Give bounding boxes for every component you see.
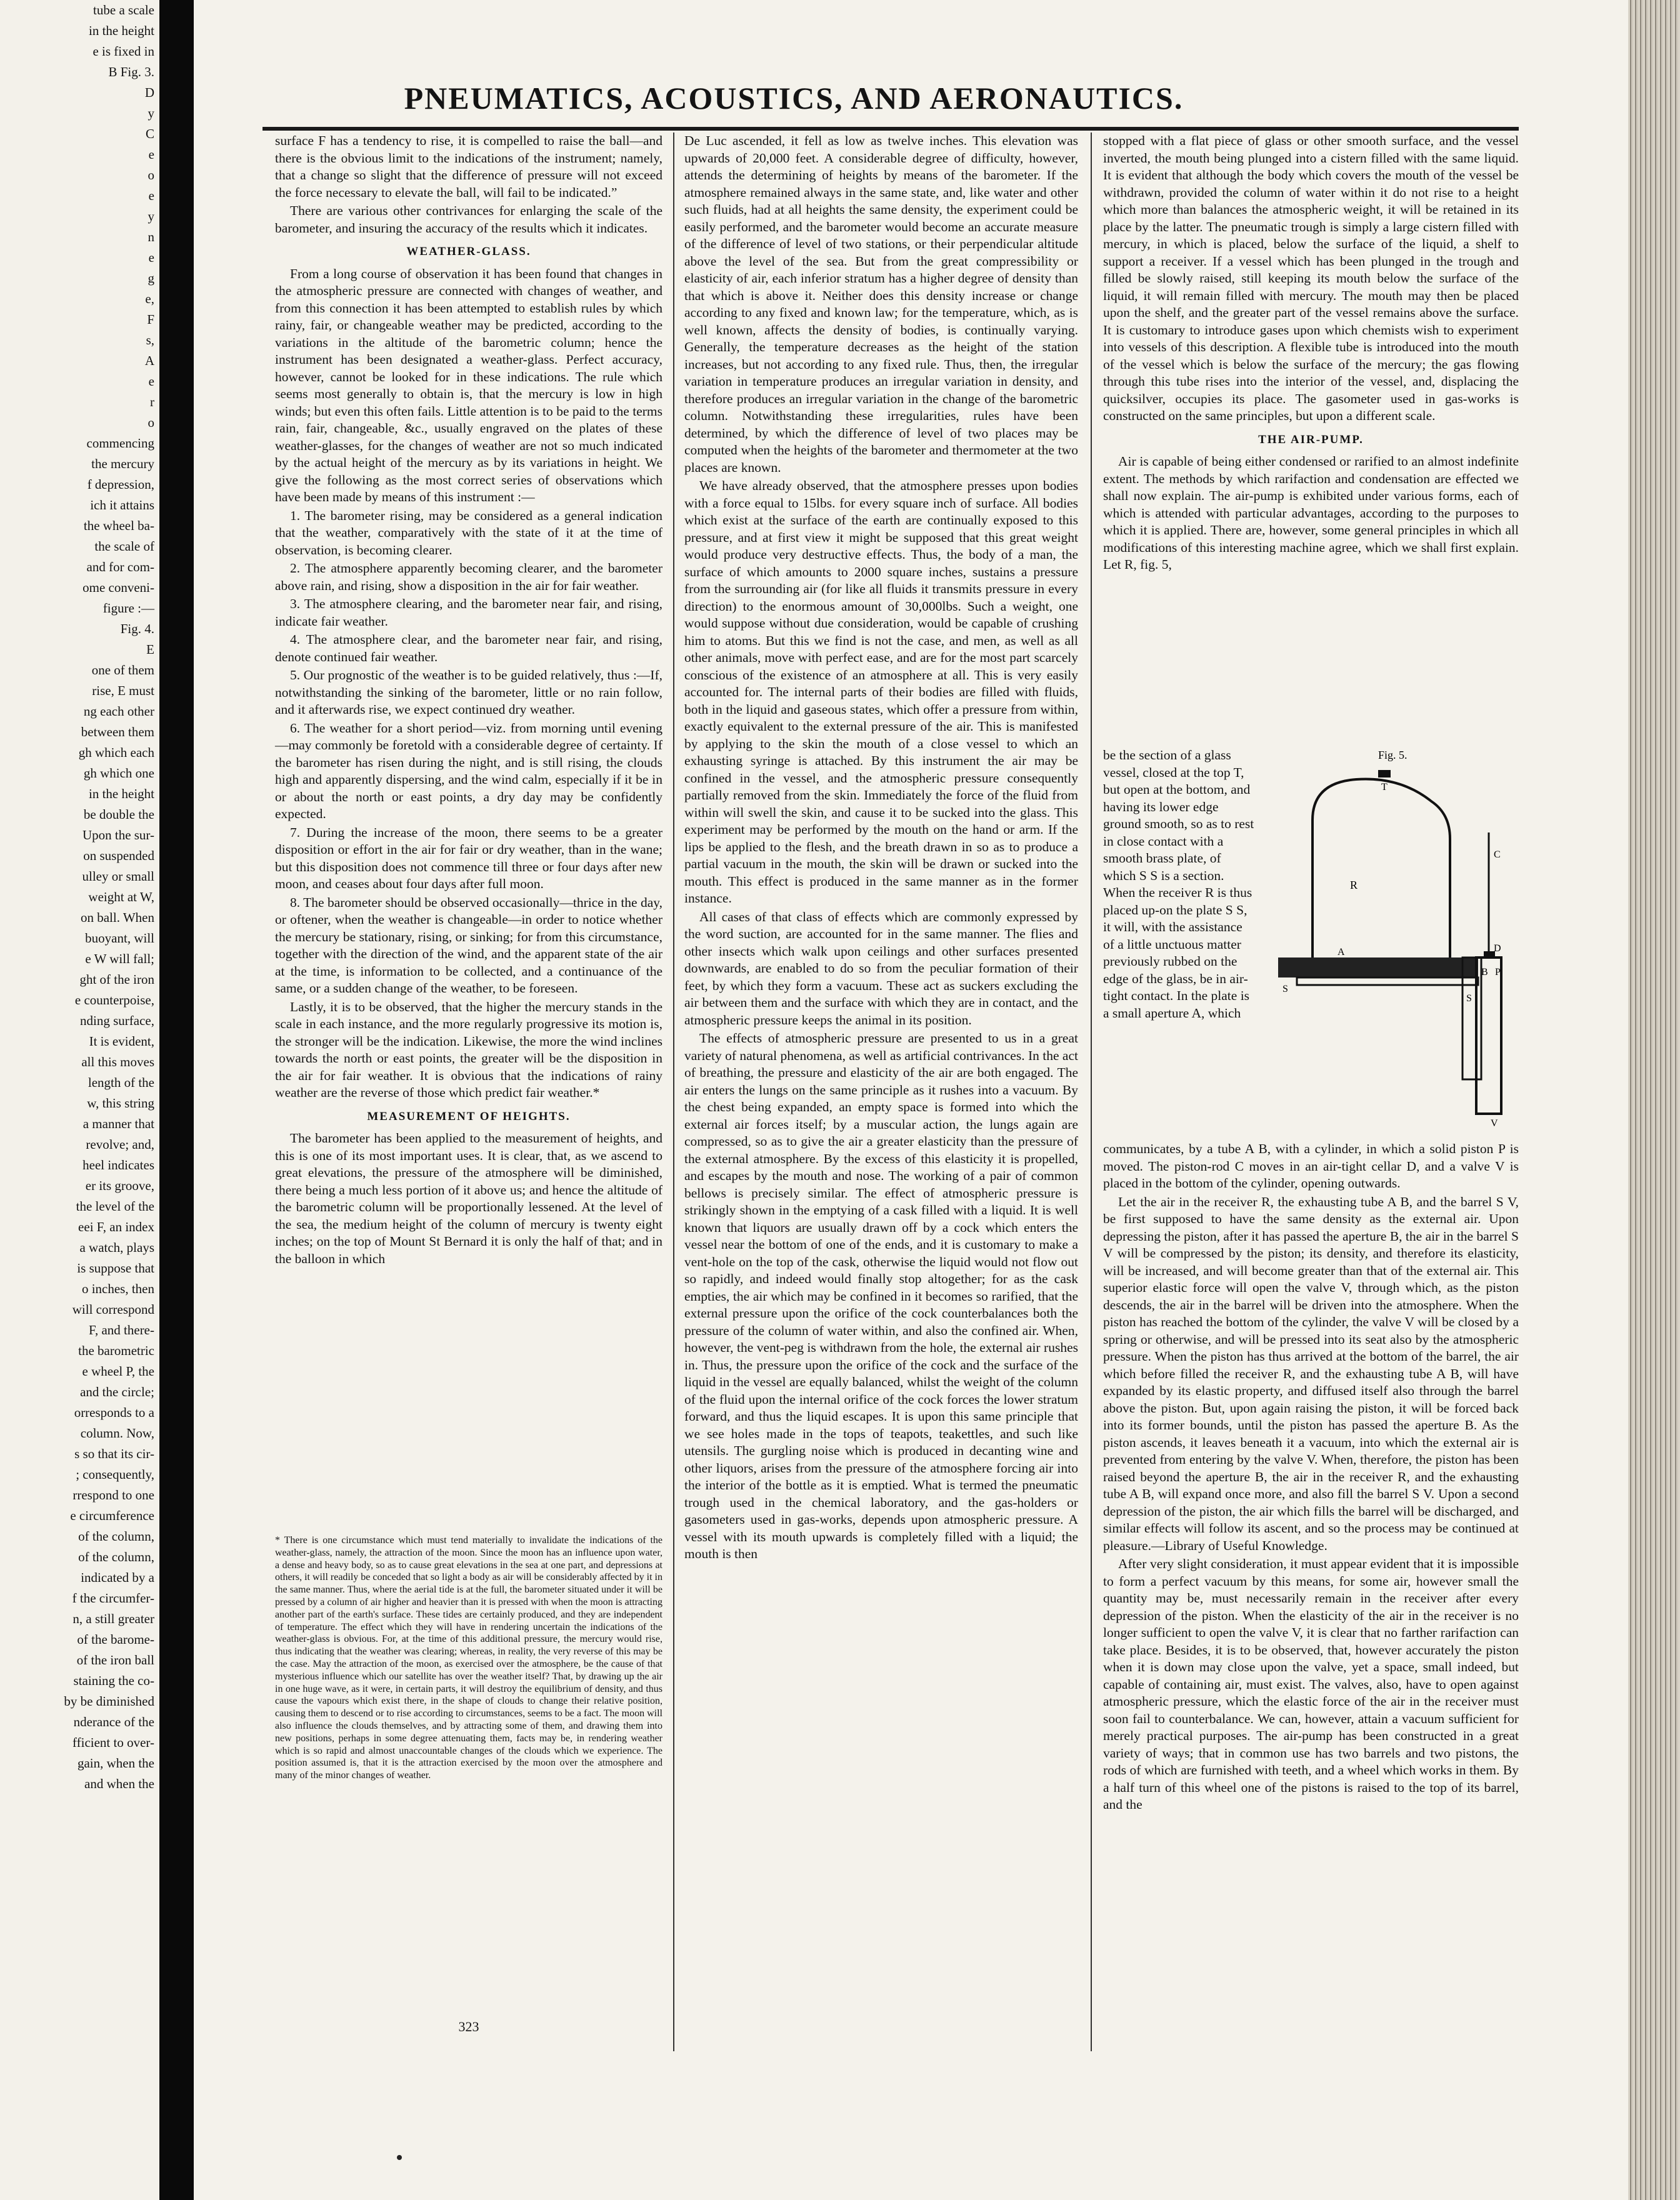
strip-line: rise, E must (92, 683, 154, 698)
figure-label: B (1481, 967, 1488, 978)
strip-line: o inches, then (81, 1281, 154, 1296)
strip-line: e, (145, 291, 154, 306)
strip-line: in the height (89, 786, 154, 801)
figure-label: D (1494, 943, 1501, 954)
paragraph: 3. The atmosphere clearing, and the barometer near fair, and rising, indicate fair weather. (275, 596, 662, 629)
strip-line: ght of the iron (79, 972, 154, 987)
paragraph: 8. The barometer should be observed occasionally—thrice in the day, or oftener, when the weather is changeable—in order to notice whether the mercury be stationary, rising, or sinking; for from this circumstance, together with the direction of the wind, and the apparent state of the air at the time, is information to be collected, and a continuance of the same, or a sudden change of the weather, to be foreseen. (275, 894, 662, 996)
strip-line: commencing (86, 436, 154, 451)
column-2 (684, 132, 1078, 1564)
figure-caption: Fig. 5. (1378, 749, 1408, 761)
paragraph: be the section of a glass vessel, closed at the top T, but open at the bottom, and having its lower edge ground smooth, so as to rest in close contact with a smooth brass plate, of which S S is a section. When the receiver R is thus placed up-on the plate S S, it will, with the assistance of a little unctuous matter previously rubbed on the edge of the glass, be in air-tight contact. In the plate is a small aperture A, which (1103, 748, 1254, 1021)
strip-line: Fig. 4. (120, 621, 154, 636)
strip-line: f the circumfer- (72, 1591, 154, 1606)
strip-line: the mercury (91, 456, 154, 471)
strip-line: e counterpoise, (74, 992, 154, 1008)
strip-line: e circumference (70, 1508, 154, 1523)
paragraph: 1. The barometer rising, may be considered as a general indication that the weather, comparatively with the state of it at the time of observation, is becoming clearer. (275, 508, 662, 558)
strip-line: buoyant, will (85, 931, 154, 946)
strip-line: e (148, 147, 154, 162)
strip-line: a watch, plays (79, 1240, 154, 1255)
strip-line: and for com- (86, 559, 154, 574)
strip-line: tube a scale (93, 2, 154, 18)
strip-line: Upon the sur- (82, 828, 154, 842)
strip-line: and when the (84, 1776, 154, 1791)
section-heading: MEASUREMENT OF HEIGHTS. (367, 1109, 571, 1123)
figure-label: S (1466, 993, 1472, 1004)
column-rule-2 (1091, 132, 1092, 2051)
figure-wrap-text (1103, 747, 1256, 1022)
paragraph: We have already observed, that the atmosphere presses upon bodies with a force equal to 15lbs. for every square inch of surface. All bodies which exist at the surface of the earth are continually exposed to this pressure, and at first view it might be supposed that this great weight would produce very destructive effects. Thus, the body of a man, the surface of which amounts to 2000 square inches, sustains a pressure from the surrounding air (for like all fluids it transmits pressure in every direction) to the enormous amount of 30,000lbs. Such a weight, one would suppose without due consideration, would be capable of crushing him to atoms. But this we find is not the case, and men, as well as all other animals, move with perfect ease, and are for the most part scarcely conscious of the existence of an atmosphere at all. This is very easily accounted for. The internal parts of their bodies are filled with fluids, both in the liquid and gaseous states, which offer a pressure from within, exactly equivalent to the external pressure of the air. This is manifested by applying to the skin the mouth of a close vessel to which an exhausting syringe is attached. By this instrument the air may be confined in the vessel, and the atmospheric pressure consequently partially removed from the skin. Immediately the force of the fluid from within will swell the skin, and cause it to be sucked into the glass. This experiment may be performed by the mouth on the hand or arm. If the lips be applied to the flesh, and the breath drawn in so as to produce a partial vacuum in the mouth, the skin will be drawn or sucked into the mouth. This effect is produced in the same manner as in the former instance. (684, 478, 1078, 906)
strip-line: e is fixed in (92, 44, 154, 59)
figure-label: C (1494, 849, 1501, 860)
strip-line: one of them (91, 662, 154, 678)
strip-line: ome conveni- (82, 580, 154, 595)
strip-line: weight at W, (88, 889, 154, 904)
strip-line: e (148, 250, 154, 265)
figure-label: R (1350, 879, 1358, 891)
head-rule (262, 127, 1519, 131)
strip-line: heel indicates (82, 1158, 154, 1172)
strip-line: nderance of the (73, 1714, 154, 1729)
strip-line: eei F, an index (78, 1219, 154, 1234)
strip-line: a manner that (82, 1116, 154, 1131)
strip-line: F, and there- (88, 1322, 154, 1338)
strip-line: between them (81, 724, 154, 739)
strip-line: of the barome- (77, 1632, 154, 1647)
strip-line: e W will fall; (85, 951, 154, 966)
figure-label: T (1381, 782, 1388, 792)
footnote-text: * There is one circumstance which must tend materially to invalidate the indications of the weather-glass, namely, the attraction of the moon. Since the moon has an influence upon water, a dense and heavy body, so as to cause great elevations in the sea at one part, and depressions at others, it will readily be conceded that so light a body as air will be considerably affected by it in the same manner. Thus, where the aerial tide is at the full, the barometer situated under it will be pressed by a column of air higher and heavier than it is pressed with when the moon is attracting another part of the earth's surface. These tides are certainly produced, and they are independent of temperature. The effect which they will have in rendering uncertain the indications of the weather-glass is obvious. For, at the time of this additional pressure, the mercury would rise, thus indicating that the weather was clearing; whereas, in reality, the very reverse of this may be the case. May the attraction of the moon, as exercised over the atmosphere, be the cause of that mysterious influence which our satellite has over the weather itself? That, by drawing up the air in one huge wave, as it were, in certain parts, it will destroy the equilibrium of density, and thus cause the vapours which exist there, in the shape of clouds to change their relative position, causing them to descend or to rise according to circumstances, seems to be a fact. The moon will also influence the clouds themselves, and by attracting some of them, and drawing them into new positions, perhaps in some degree attenuating them, facts may be, in rendering weather which is so rapid and almost unaccountable changes of the clouds which we experience. The position assumed is, that it is the attraction exercised by the moon over the atmosphere and many of the minor changes of weather. (275, 1535, 662, 1781)
strip-line: gh which one (83, 766, 154, 781)
strip-line: e (148, 374, 154, 389)
adjacent-page-fragment (0, 0, 159, 2200)
air-pump-figure (1275, 745, 1522, 1132)
paragraph: The barometer has been applied to the measurement of heights, and this is one of its most important uses. It is clear, that, as we ascend to great elevations, the pressure of the atmosphere will be diminished, there being a much less portion of it above us; and hence the altitude of the barometric column will be proportionally lessened. At the level of the sea, the medium height of the column of mercury is twenty eight inches; on the top of Mount St Bernard it is only the half of that; and in the balloon in which (275, 1131, 662, 1266)
strip-line: o (148, 415, 154, 430)
strip-line: fficient to over- (72, 1735, 154, 1750)
strip-line: the level of the (76, 1199, 154, 1214)
strip-line: revolve; and, (86, 1137, 154, 1152)
strip-line: the scale of (94, 539, 154, 554)
strip-line: of the column, (78, 1529, 154, 1544)
strip-line: the barometric (78, 1343, 154, 1358)
page-edges (1628, 0, 1680, 2200)
section-heading: THE AIR-PUMP. (1258, 432, 1364, 446)
strip-line: n (148, 229, 154, 244)
figure-label: P (1495, 967, 1501, 978)
strip-line: E (146, 642, 154, 657)
paragraph: surface F has a tendency to rise, it is compelled to raise the ball—and there is the obvious limit to the indications of the instrument; namely, that a change so slight that the difference of pressure will not exceed the force necessary to elevate the ball, will fail to be indicated.” (275, 133, 662, 200)
strip-line: It is evident, (89, 1034, 154, 1049)
strip-line: and the circle; (80, 1384, 154, 1399)
strip-line: w, this string (87, 1096, 154, 1111)
column-rule-1 (673, 132, 674, 2051)
book-gutter (159, 0, 194, 2200)
figure-label: A (1338, 947, 1345, 958)
strip-line: o (148, 168, 154, 182)
section-heading: WEATHER-GLASS. (406, 245, 531, 258)
strip-line: of the iron ball (76, 1652, 154, 1668)
strip-line: the wheel ba- (83, 518, 154, 533)
running-head: PNEUMATICS, ACOUSTICS, AND AERONAUTICS. (404, 81, 1184, 116)
column-1 (275, 132, 662, 1269)
figure-label: S (1282, 984, 1288, 994)
strip-line: figure :— (102, 601, 154, 616)
paragraph: There are various other contrivances for enlarging the scale of the barometer, and insuring the accuracy of the results which it indicates. (275, 203, 662, 236)
footnote (275, 1534, 662, 1782)
strip-line: e (148, 188, 154, 203)
paragraph: stopped with a flat piece of glass or other smooth surface, and the vessel inverted, the mouth being plunged into a cistern filled with the same liquid. It is evident that although the body which covers the mouth of the vessel be withdrawn, provided the column of water within it do not rise to a height which more than balances the atmospheric weight, it will be retained in its place by the latter. The pneumatic trough is simply a large cistern filled with mercury, in which is placed, below the surface of the liquid, a shelf to support a receiver. If a vessel which has been plunged in the trough and filled be slowly raised, still keeping its mouth below the surface of the liquid, it will remain filled with mercury. The mouth may then be placed upon the shelf, and the greater part of the vessel remains above the surface. It is customary to introduce gases upon which chemists wish to experiment into vessels of this description. A flexible tube is introduced into the mouth of the vessel which is below the surface of the mercury; the gas flowing through this tube rises into the interior of the vessel, and, displacing the quicksilver, occupies its place. The gasometer used in gas-works is constructed on the same principles, but upon a different scale. (1103, 133, 1519, 423)
strip-line: F (147, 312, 154, 327)
strip-line: all this moves (81, 1054, 154, 1069)
paragraph: communicates, by a tube A B, with a cylinder, in which a solid piston P is moved. The piston-rod C moves in an air-tight cellar D, and a valve V is placed in the bottom of the cylinder, opening outwards. (1103, 1141, 1519, 1191)
paragraph: Lastly, it is to be observed, that the higher the mercury stands in the scale in each instance, and the more regularly progressive its motion is, the stronger will be the indication. Likewise, the more the wind inclines towards the north or east points, the greater will be the disposition in the air for fair weather. It is obvious that the indications of rainy weather are the reverse of those which predict fair weather.* (275, 999, 662, 1100)
figure-label: V (1491, 1118, 1498, 1129)
strip-line: y (148, 106, 154, 121)
paragraph: 7. During the increase of the moon, there seems to be a greater disposition or effort in the air for fair or dry weather, than in the wane; but this disposition does not commence till three or four days after new moon, and ceases about four days after full moon. (275, 824, 662, 891)
strip-line: on ball. When (80, 910, 154, 925)
ink-speck (397, 2155, 402, 2160)
strip-line: D (144, 85, 154, 100)
strip-line: in the height (89, 23, 154, 38)
strip-line: length of the (88, 1075, 154, 1090)
strip-line: staining the co- (73, 1673, 154, 1688)
strip-line: nding surface, (80, 1013, 154, 1028)
strip-line: by be diminished (64, 1694, 154, 1709)
strip-line: indicated by a (81, 1570, 154, 1585)
page-number: 323 (458, 2019, 479, 2034)
strip-line: s, (146, 332, 154, 348)
strip-line: er its groove, (85, 1178, 154, 1193)
paragraph: 4. The atmosphere clear, and the barometer near fair, and rising, denote continued fair weather. (275, 632, 662, 664)
strip-line: C (145, 126, 154, 141)
strip-line: of the column, (78, 1549, 154, 1564)
paragraph: 5. Our prognostic of the weather is to be guided relatively, thus :—If, notwithstanding the sinking of the barometer, little or no rain follow, and it afterwards rise, we expect continued dry weather. (275, 668, 662, 717)
strip-line: y (148, 209, 154, 224)
strip-line: ; consequently, (76, 1467, 154, 1482)
strip-line: is suppose that (77, 1261, 154, 1276)
strip-line: e wheel P, the (82, 1364, 154, 1379)
strip-line: g (148, 271, 154, 286)
strip-line: n, a still greater (72, 1611, 154, 1626)
paragraph: Let the air in the receiver R, the exhausting tube A B, and the barrel S V, be first supposed to have the same density as the external air. Upon depressing the piston, after it has passed the aperture B, the air in the barrel S V will be compressed by the piston; its density, and therefore its elasticity, will be increased, and will become greater than that of the external air. This superior elastic force will open the valve V, through which, as the piston descends, the air in the barrel will be driven into the atmosphere. When the piston has reached the bottom of the cylinder, the valve V will be closed by a spring or otherwise, and will be pressed into its seat also by the atmospheric pressure. When the piston has thus arrived at the bottom of the barrel, the air which before filled the receiver R, and the exhausting tube A B, will have expanded by its elastic property, and diffused itself also through the barrel above the piston. But, upon again raising the piston, it will be forced back into its former bounds, until the piston has passed the aperture B. As the piston ascends, it leaves beneath it a vacuum, into which the external air is prevented from entering by the valve V. When, therefore, the piston has been raised beyond the aperture B, the air in the receiver R, and the exhausting tube A B, will expand once more, and also fill the barrel S V. Upon a second depression of the piston, the air which fills the barrel will be discharged, and similar effects will follow its ascent, and so the process may be continued at pleasure.—Library of Useful Knowledge. (1103, 1194, 1519, 1553)
paragraph: 2. The atmosphere apparently becoming clearer, and the barometer above rain, and rising, show a disposition in the air for fair weather. (275, 561, 662, 593)
strip-line: gain, when the (77, 1756, 154, 1771)
strip-line: f depression, (87, 477, 154, 492)
paragraph: All cases of that class of effects which are commonly expressed by the word suction, are accounted for in the same manner. The flies and other insects which walk upon ceilings and other surfaces presented downwards, are enabled to do so from the peculiar formation of their feet, by which they form a vacuum. These act as suckers excluding the air between them and the surface with which they are in contact, and the atmospheric pressure keeps the animal in its position. (684, 909, 1078, 1028)
strip-line: B Fig. 3. (108, 64, 154, 79)
paragraph: The effects of atmospheric pressure are presented to us in a great variety of natural phenomena, as well as artificial contrivances. In the act of breathing, the pressure and elasticity of the air are both engaged. The air enters the lungs on the same principle as it rushes into a vacuum. By the chest being expanded, an empty space is formed into which the external air forces itself; by a muscular action, the lungs again are compressed, so as to give the air a greater elasticity than the pressure of the external atmosphere. By the excess of this elasticity it is propelled, and escapes by the mouth and nose. The working of a pair of common bellows is precisely similar. The effect of atmospheric pressure is strikingly shown in the emptying of a cask filled with a liquid. It is well known that liquors are usually drawn off by a cock which enters the vessel near the bottom of one of the ends, and it is customary to make a vent-hole on the top of the cask, otherwise the liquid would not flow out so rapidly, and indeed would finally stop altogether; for as the cask empties, the air which may be confined in it becomes so rarified, that the external pressure upon the orifice of the cock counterbalances both the pressure of the column of water within, and also the confined air. When, however, the vent-peg is withdrawn from the hole, the external air rushes in. Thus, the pressure upon the orifice of the cock and the surface of the liquid in the vessel are equally balanced, whilst the weight of the column of the fluid upon the internal orifice of the cock forces the lower stratum forward, and thus the liquid escapes. It is upon this same principle that we see holes made in the tops of teapots, teakettles, and such like utensils. The gurgling noise which is produced in decanting wine and other liquors, arises from the pressure of the atmosphere forcing air into the interior of the bottle as it is emptied. What is termed the pneumatic trough used in the chemical laboratory, and the gas-holders or gasometers used in gas-works, depends upon atmospheric pressure. A vessel with its mouth upwards is completely filled with a liquid; the mouth is then (684, 1031, 1078, 1561)
paragraph: 6. The weather for a short period—viz. from morning until evening—may commonly be foretold with a considerable degree of certainty. If the barometer has risen during the night, and is still rising, the clouds high and apparently dispersing, and the wind calm, especially if it be in or about the north or east points, a dry day may be confidently expected. (275, 720, 662, 821)
strip-line: r (150, 394, 154, 409)
strip-line: ng each other (83, 704, 154, 719)
strip-line: ich it attains (90, 498, 154, 512)
column-3-continued (1103, 1141, 1519, 1815)
strip-line: gh which each (78, 745, 154, 760)
strip-line: ulley or small (82, 869, 154, 884)
strip-line: A (144, 353, 154, 368)
strip-line: on suspended (83, 848, 154, 863)
strip-line: orresponds to a (74, 1405, 154, 1420)
strip-line: be double the (83, 807, 154, 822)
paragraph: Air is capable of being either condensed or rarified to an almost indefinite extent. The methods by which rarifaction and condensation are effected we shall now explain. The air-pump is exhibited under various forms, each of which is attended with particular advantages, according to the purposes to which it is applied. There are, however, some general principles in which all modifications of this interesting machine agree, which we shall first explain. Let R, fig. 5, (1103, 454, 1519, 572)
column-3 (1103, 132, 1519, 745)
strip-line: s so that its cir- (74, 1446, 154, 1461)
paragraph: De Luc ascended, it fell as low as twelve inches. This elevation was upwards of 20,000 feet. A considerable degree of difficulty, however, attends the determining of heights by means of the barometer. If the atmosphere remained always in the same state, and, like water and other such fluids, had at all heights the same density, the experiment could be easily performed, and the barometer would become an accurate measure of the difference of level of two stations, or their perpendicular altitude above the level of the sea. But from the great compressibility or elasticity of air, each inferior stratum has a higher degree of density than that which is above it. Neither does this density increase or change according to any fixed and known law; for the temperature, which, as is well known, affects the density of bodies, is continually varying. Generally, the temperature decreases as the height of the station increases, but not according to any fixed rule. Thus, then, the irregular variation in temperature produces an irregular variation in density, and therefore produces an irregular variation in the change of the barometric column. Notwithstanding these irregularities, rules have been determined, by which the difference of level of two places may be computed when the heights of the barometer and thermometer at the two places are known. (684, 133, 1078, 475)
strip-line: will correspond (72, 1302, 154, 1317)
strip-line: rrespond to one (72, 1488, 154, 1502)
strip-line: column. Now, (80, 1426, 154, 1441)
paragraph: After very slight consideration, it must appear evident that it is impossible to form a perfect vacuum by this means, for some air, however small the quantity may be, must necessarily remain in the receiver after every depression of the piston. When the elasticity of the air in the receiver is no longer sufficient to open the valve V, it is clear that no farther rarifaction can take place. Besides, it is to be observed, that, however accurately the piston when it is down may close upon the valve, yet a space, small indeed, but capable of containing air, must exist. The valves, also, have to open against atmospheric pressure, which the elastic force of the air in the receiver must soon fail to counterbalance. We can, however, attain a vacuum sufficient for merely practical purposes. The air-pump has been constructed in a great variety of ways; that in common use has two barrels and two pistons, the rods of which are furnished with teeth, and a wheel which works in them. By a half turn of this wheel one of the pistons is raised to the top of its barrel, and the (1103, 1556, 1519, 1812)
paragraph: From a long course of observation it has been found that changes in the atmospheric pressure are connected with changes of weather, and from this connection it has been attempted to establish rules by which rainy, fair, or changeable weather may be predicted, according to the variations in the altitude of the barometric column; hence the instrument has been designated a weather-glass. Perfect accuracy, however, cannot be looked for in these indications. The rule which seems most generally to obtain is, that the mercury is low in high winds; but even this often fails. Little attention is to be paid to the terms rain, fair, changeable, &c., usually engraved on the plates of these weather-glasses, for the changes of weather are not so much indicated by the actual height of the mercury as by its variations in height. We give the following as the most correct series of observations which have been made by means of this instrument :— (275, 266, 662, 504)
